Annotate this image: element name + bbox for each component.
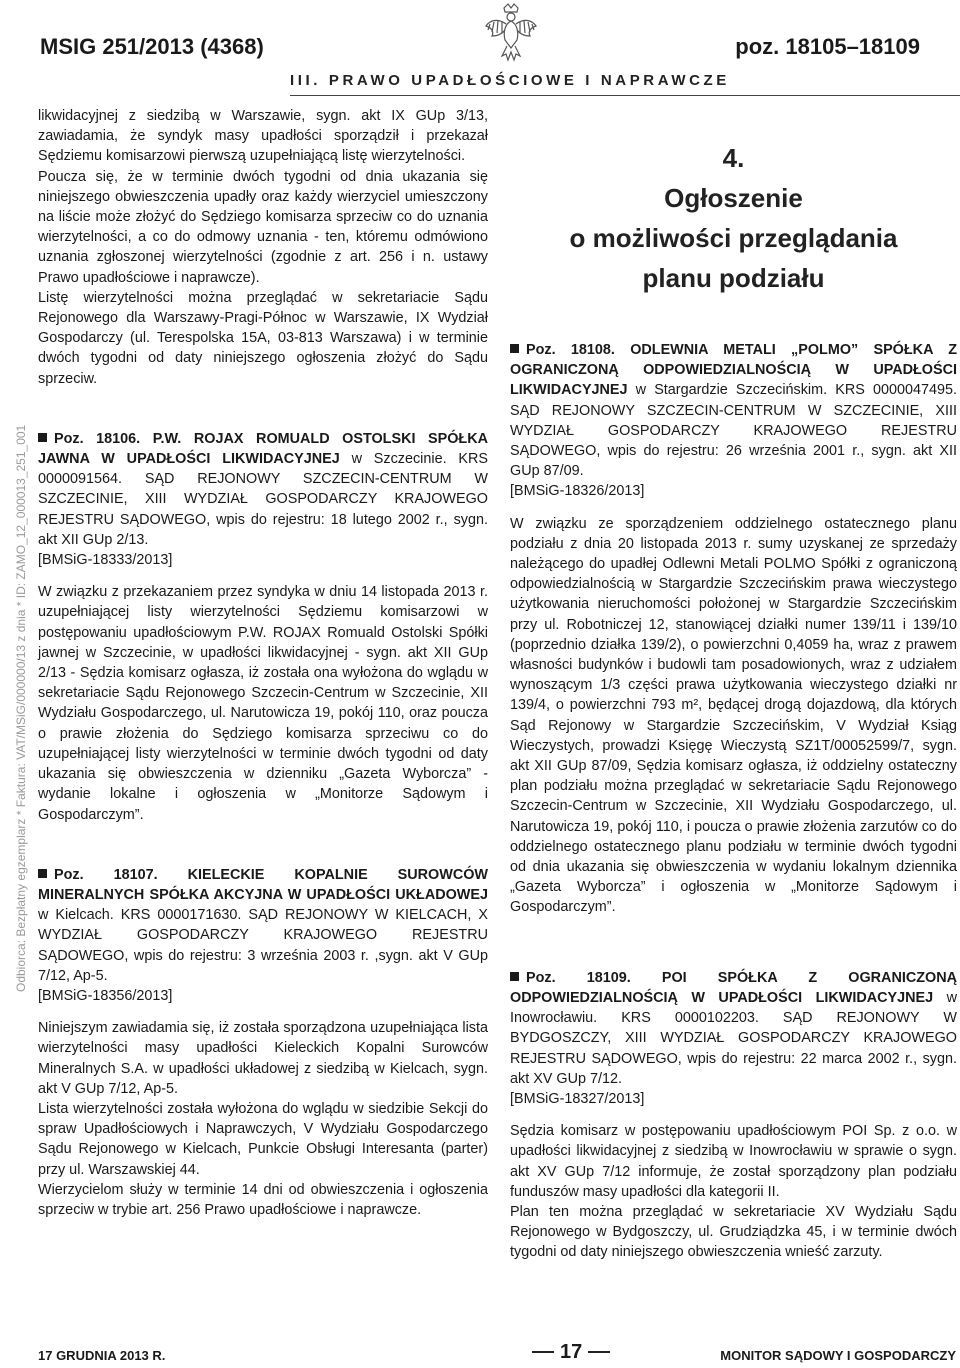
journal-issue: MSIG 251/2013 (4368) [40, 34, 264, 59]
spacer [510, 502, 957, 514]
entry-18106-header [38, 429, 488, 550]
publication-name: MONITOR SĄDOWY I GOSPODARCZY [720, 1348, 956, 1363]
section-heading [510, 138, 957, 298]
section-heading-number: 4. [722, 143, 745, 173]
bullet-square-icon [38, 869, 47, 878]
entry-number: Poz. 18108. [526, 342, 615, 358]
dash-icon [532, 1351, 554, 1353]
page-number-block [526, 1341, 616, 1364]
bullet-square-icon [510, 344, 519, 353]
spacer [38, 389, 488, 429]
entry-body: W związku ze sporządzeniem oddzielnego ostatecznego planu podziału z dnia 20 listopada 2013 r. sumy uzyskanej ze sprzedaży należącego do upadłej Odlewni Metali POLMO Spółki z ograniczoną odpowiedzialnością w Stargardzie Szczecińskim prawa wieczystego użytkowania nieruchomości położonej w Stargardzie Szczecińskim przy ul. Robotniczej 12, stanowiącej działki numer 139/11 i 139/10 (poprzednio działka 139/2), o powierzchni 0,4059 ha, wraz z prawem własności budynków i budowli tam posadowionych, wraz z udziałem wynoszącym 1/3 części prawa użytkowania wieczystego działki nr 139/4, o powierzchni 793 m², będącej drogą dojazdową, dla których Sąd Rejonowy w Stargardzie Szczecińskim, V Wydział Ksiąg Wieczystych, prowadzi Księgę Wieczystą SZ1T/00052599/7, sygn. akt XII GUp 87/09, Sędzia komisarz ogłasza, iż oddzielny ostateczny plan podziału można przeglądać w sekretariacie Sądu Rejonowego Szczecin-Centrum w Szczecinie, XII Wydziału Gospodarczego, ul. Narutowicza 19, pokój 110, i poucza o prawie złożenia zarzutów co do oddzielnego ostatecznego planu podziału w terminie dwóch tygodni od dnia ukazania się obwieszczenia w wydaniu lokalnym dziennika „Gazeta Wyborcza” i ogłoszenia w „Monitorze Sądowym i Gospodarczym”. [510, 515, 957, 916]
page-header [40, 30, 920, 70]
side-watermark: Odbiorca: Bezpłatny egzemplarz * Faktura: VAT/MSiG/000000/13 z dnia * ID: ZAMO_12_000013_251_001 [14, 424, 28, 992]
entry-body: Sędzia komisarz w postępowaniu upadłościowym POI Sp. z o.o. w upadłości likwidacyjnej z siedzibą w Inowrocławiu w sprawie o sygn. akt XV GUp 7/12 informuje, że został sporządzony plan podziału funduszów masy upadłości dla kategorii II. [510, 1123, 957, 1200]
section-heading-line: Ogłoszenie [664, 183, 803, 213]
entry-number: Poz. 18109. [526, 969, 631, 986]
entity-name: P.W. ROJAX ROMUALD OSTOLSKI SPÓŁKA JAWNA W UPADŁOŚCI LIKWIDACYJNEJ [38, 430, 489, 468]
entity-name: ODLEWNIA METALI „POLMO” SPÓŁKA Z OGRANICZONĄ ODPOWIEDZIALNOŚCIĄ W UPADŁOŚCI LIKWIDACYJNEJ [510, 342, 957, 399]
spacer [38, 570, 488, 582]
page-number: 17 [560, 1341, 583, 1363]
reference-code: [BMSiG-18327/2013] [510, 1090, 645, 1107]
entry-details: w Stargardzie Szczecińskim. KRS 0000047495. SĄD REJONOWY SZCZECIN-CENTRUM W SZCZECINIE, XIII WYDZIAŁ GOSPODARCZY KRAJOWEGO REJESTRU SĄDOWEGO, wpis do rejestru: 26 września 2001 r., sygn. akt XII GUp 87/09. [510, 382, 957, 480]
page-footer [38, 1341, 958, 1368]
spacer [510, 918, 957, 968]
spacer [38, 825, 488, 865]
entity-name: POI SPÓŁKA Z OGRANICZONĄ ODPOWIEDZIALNOŚCIĄ W UPADŁOŚCI LIKWIDACYJNEJ [510, 969, 957, 1006]
section-heading-line: planu podziału [642, 263, 825, 293]
entry-18107-header [38, 865, 488, 986]
bullet-square-icon [38, 433, 47, 442]
entry-details: w Inowrocławiu. KRS 0000102203. SĄD REJONOWY W BYDGOSZCZY, XIII WYDZIAŁ GOSPODARCZY KRAJOWEGO REJESTRU SĄDOWEGO, wpis do rejestru: 22 marca 2002 r., sygn. akt XV GUp 7/12. [510, 989, 957, 1087]
entry-details: w Szczecinie. KRS 0000091564. SĄD REJONOWY SZCZECIN-CENTRUM W SZCZECINIE, XIII WYDZIAŁ GOSPODARCZY KRAJOWEGO REJESTRU SĄDOWEGO, wpis do rejestru: 18 lutego 2002 r., sygn. akt XII GUp 2/13. [38, 451, 488, 548]
reference-code: [BMSiG-18333/2013] [38, 552, 173, 569]
issue-date: 17 GRUDNIA 2013 R. [38, 1348, 166, 1363]
entry-18108-header [510, 340, 957, 481]
entry-body: Wierzycielom służy w terminie 14 dni od obwieszczenia i ogłoszenia sprzeciw w trybie art. 256 Prawo upadłościowe i naprawcze. [38, 1181, 488, 1218]
paragraph: Listę wierzytelności można przeglądać w sekretariacie Sądu Rejonowego dla Warszawy-Pragi-Północ w Warszawie, IX Wydział Gospodarczy (ul. Terespolska 15A, 03-813 Warszawa) i w terminie dwóch tygodni od daty niniejszego ogłoszenia złożyć do Sądu sprzeciw. [38, 289, 488, 387]
entry-number: Poz. 18107. [54, 866, 158, 883]
reference-code: [BMSiG-18356/2013] [38, 987, 173, 1004]
header-rule [290, 95, 960, 96]
position-range: poz. 18105–18109 [735, 34, 920, 59]
paragraph: Poucza się, że w terminie dwóch tygodni od dnia ukazania się niniejszego obwieszczenia upadły oraz każdy wierzyciel umieszczony na liście może złożyć do Sędziego komisarza sprzeciw co do uznania wierzytelności, a co do odmowy uznania - ten, któremu odmówiono uznania zgłoszonej wierzytelności (zgodnie z art. 256 i n. ustawy Prawo upadłościowe i naprawcze). [38, 168, 488, 286]
entity-name: KIELECKIE KOPALNIE SUROWCÓW MINERALNYCH SPÓŁKA AKCYJNA W UPADŁOŚCI UKŁADOWEJ [38, 866, 489, 903]
entry-18109-header [510, 968, 957, 1089]
entry-number: Poz. 18106. [54, 430, 141, 447]
reference-code: [BMSiG-18326/2013] [510, 483, 645, 500]
section-heading-line: o możliwości przeglądania [569, 223, 898, 253]
entry-body: Niniejszym zawiadamia się, iż została sporządzona uzupełniająca lista wierzytelności masy upadłości Kieleckich Kopalni Surowców Mineralnych S.A. w upadłości układowej z siedzibą w Kielcach, sygn. akt V GUp 7/12, Ap-5. [38, 1020, 488, 1097]
right-column [510, 340, 957, 1263]
section-title: III. PRAWO UPADŁOŚCIOWE I NAPRAWCZE [290, 72, 730, 89]
dash-icon [588, 1351, 610, 1353]
entry-body: W związku z przekazaniem przez syndyka w dniu 14 listopada 2013 r. uzupełniającej listy wierzytelności Sędziemu komisarzowi w postępowaniu upadłościowym P.W. ROJAX Romuald Ostolski Spółki jawnej w Szczecinie, w upadłości likwidacyjnej - sygn. akt XII GUp 2/13 - Sędzia komisarz ogłasza, iż została ona wyłożona do wglądu w sekretariacie Sądu Rejonowego Szczecin-Centrum w Szczecinie, XII Wydziału Gospodarczego, ul. Narutowicza 19, pokój 110, oraz poucza o prawie złożenia do Sędziego komisarza sprzeciwu co do uzupełniającej listy wierzytelności w terminie dwóch tygodni od daty ukazania się obwieszczenia w dzienniku „Gazeta Wyborcza” - wydanie lokalne i ogłoszenia w „Monitorze Sądowym i Gospodarczym”. [38, 584, 488, 823]
spacer [38, 1006, 488, 1018]
entry-details: w Kielcach. KRS 0000171630. SĄD REJONOWY W KIELCACH, X WYDZIAŁ GOSPODARCZY KRAJOWEGO REJESTRU SĄDOWEGO, wpis do rejestru: 3 września 2003 r. ,sygn. akt V GUp 7/12, Ap-5. [38, 907, 488, 984]
spacer [510, 1109, 957, 1121]
paragraph: likwidacyjnej z siedzibą w Warszawie, sygn. akt IX GUp 3/13, zawiadamia, że syndyk masy upadłości sporządził i przekazał Sędziemu komisarzowi pierwszą uzupełniającą listę wierzytelności. [38, 108, 488, 165]
eagle-emblem-icon [484, 2, 538, 62]
left-column [38, 106, 488, 1220]
entry-body: Plan ten można przeglądać w sekretariacie XV Wydziału Sądu Rejonowego w Bydgoszczy, ul. Grudziądzka 45, i w terminie dwóch tygodni od daty niniejszego obwieszczenia wnieść zarzuty. [510, 1203, 957, 1261]
entry-body: Lista wierzytelności została wyłożona do wglądu w siedzibie Sekcji do spraw Upadłościowych i Naprawczych, V Wydziału Gospodarczego Sądu Rejonowego w Kielcach, Punkcie Obsługi Interesanta (parter) przy ul. Warszawskiej 44. [38, 1100, 488, 1178]
bullet-square-icon [510, 972, 519, 981]
